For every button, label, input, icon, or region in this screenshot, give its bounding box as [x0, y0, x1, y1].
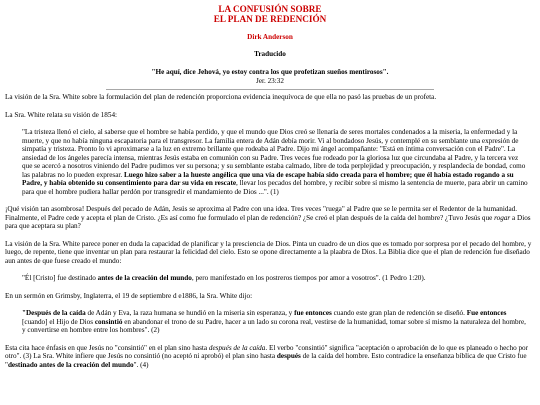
paragraph-foreknowledge: La visión de la Sra. White parece poner en duda la capacidad de planificar y la presciencia de Dios. Pinta un cuadro de un dios que es tomado por sorpresa por el pecado del hombre, y luego, de repente, tiene que inventar un plan para restaurar la felicidad del cielo. Esto se opone directamente a la plaabra de Dios. La Biblia dice que el plan de redención fue diseñado aun antes de que fuese creado el mundo:: [5, 239, 532, 265]
quote-text: cuando este gran plan de redención se diseñó.: [331, 309, 467, 317]
title-line-2: EL PLAN DE REDENCIÓN: [213, 14, 327, 24]
paragraph-grimsby: En un sermón en Grimsby, Inglaterra, el 19 de septiembre d e1886, la Sra. White dijo:: [5, 291, 253, 300]
quote-emphasis: consintió: [94, 317, 123, 326]
paragraph-astonishing: [5, 205, 535, 231]
blockquote-1-peter: [22, 274, 529, 283]
paragraph-1854-intro: La Sra. White relata su visión de 1854:: [5, 110, 118, 119]
quote-emphasis: Fue entonces: [466, 309, 507, 317]
paragraph-text: ¡Qué visión tan asombrosa! Después del pecado de Adán, Jesús se aproxima al Padre con una idea. Tres veces "ruega" al Padre que se le permita ser el Redentor de la humanidad. Finalmente, el Padre cede y acepta el plan de Cristo. ¿Es así como fue formulado el plan de redención? ¿Se creó el plan después de la caída del hombre? ¿Tuvo Jesús que: [5, 205, 518, 222]
quote-text: de Adán y Eva, la raza humana se hundió en la miseria sin esperanza, y: [85, 309, 295, 317]
quote-text: "La tristeza llenó el cielo, al saberse que el hombre se había perdido, y que el mundo que Dios creó se llenaría de seres mortales condenados a la miseria, la enfermedad y la muerte, y que no había ninguna escapatoria para el transgresor. La familia entera de Adán debía morir. Vi al bondadoso Jesús, y contemplé en su semblante una expresión de simpatía y tristeza. Pronto lo vi aproximarse a la luz en extremo brillante que rodeaba al Padre. Dijo mi ángel acompañante: "Está en íntima conversación con el Padre". La ansiedad de los ángeles parecía intensa, mientras Jesús estaba en comunión con su Padre. Tres veces fue rodeado por la gloriosa luz que circundaba al Padre, y la tercera vez que se acercó a nosotros viniendo del Padre pudimos ver su persona; y su semblante estaba calmado, libre de toda perplejidad y preocupación, y resplandecía de bondad, como las palabras no lo pueden expresar.: [22, 128, 526, 179]
paragraph-consented: [5, 344, 535, 370]
paragraph-text: de la caída del hombre. Esto contradice la enseñanza bíblica de que Cristo fue ": [5, 352, 527, 369]
epigraph-reference: Jer. 23:32: [256, 76, 284, 85]
paragraph-text: . El verbo "consintió" significa "aceptación o aprobación de lo que es planeado o hecho por otro". (3) La Sra. White infiere que Jesús no consintió (no aceptó ni aprobó) el plan sino hasta: [5, 343, 529, 360]
epigraph: "He aquí, dice Jehová, yo estoy contra los que profetizan sueños mentirosos".: [151, 68, 389, 76]
quote-emphasis: Luego hizo saber a la hueste angélica que una vía de escape había sido creada para el hombre; que él había estado rogando a su Padre, y había obtenido su consentimiento para dar su vida en rescate: [22, 170, 514, 187]
quote-emphasis: "Después de la caída: [22, 309, 86, 317]
translated-label: Traducido: [254, 49, 286, 58]
paragraph-bold: destinado antes de la creación del mundo: [7, 360, 134, 369]
blockquote-grimsby-sermon: [22, 309, 529, 335]
quote-text: , pero manifestado en los postreros tiempos por amor a vosotros". (1 Pedro 1:20).: [191, 274, 426, 282]
quote-text: "Él [Cristo] fue destinado: [22, 274, 98, 282]
paragraph-italic: después de la caída: [208, 343, 266, 352]
article-title: [5, 4, 535, 24]
divider: [106, 89, 435, 90]
quote-emphasis: antes de la creación del mundo: [97, 274, 192, 282]
quote-text: , llevar los pecados del hombre, y recibir sobre sí mismo la sentencia de muerte, para abrir un camino para que el hombre pudiera hallar perdón por transgredir el mandamiento de Dios ...". (1): [22, 179, 528, 196]
paragraph-intro: La visión de la Sra. White sobre la formulación del plan de redención proporciona evidencia inequívoca de que ella no pasó las pruebas de un profeta.: [5, 93, 437, 101]
author-name: Dirk Anderson: [247, 33, 293, 41]
quote-text: [cuando] el Hijo de Dios: [22, 317, 95, 326]
quote-text: en abandonar el trono de su Padre, hacer a un lado su corona real, vestirse de la humanidad, tomar sobre sí mismo la naturaleza del hombre, y convertirse en hombre entre los hombres". (2): [22, 317, 526, 334]
quote-emphasis: fue entonces: [294, 309, 332, 317]
paragraph-text: ". (4): [133, 360, 149, 369]
paragraph-italic: rogar: [494, 213, 511, 222]
paragraph-text: a Dios para que aceptara su plan?: [5, 213, 531, 230]
blockquote-1854-vision: [22, 128, 529, 196]
paragraph-bold: después: [276, 352, 301, 360]
paragraph-text: Esta cita hace énfasis en que Jesús no "consintió" en el plan sino hasta: [5, 343, 209, 352]
title-line-1: LA CONFUSIÓN SOBRE: [218, 4, 322, 14]
